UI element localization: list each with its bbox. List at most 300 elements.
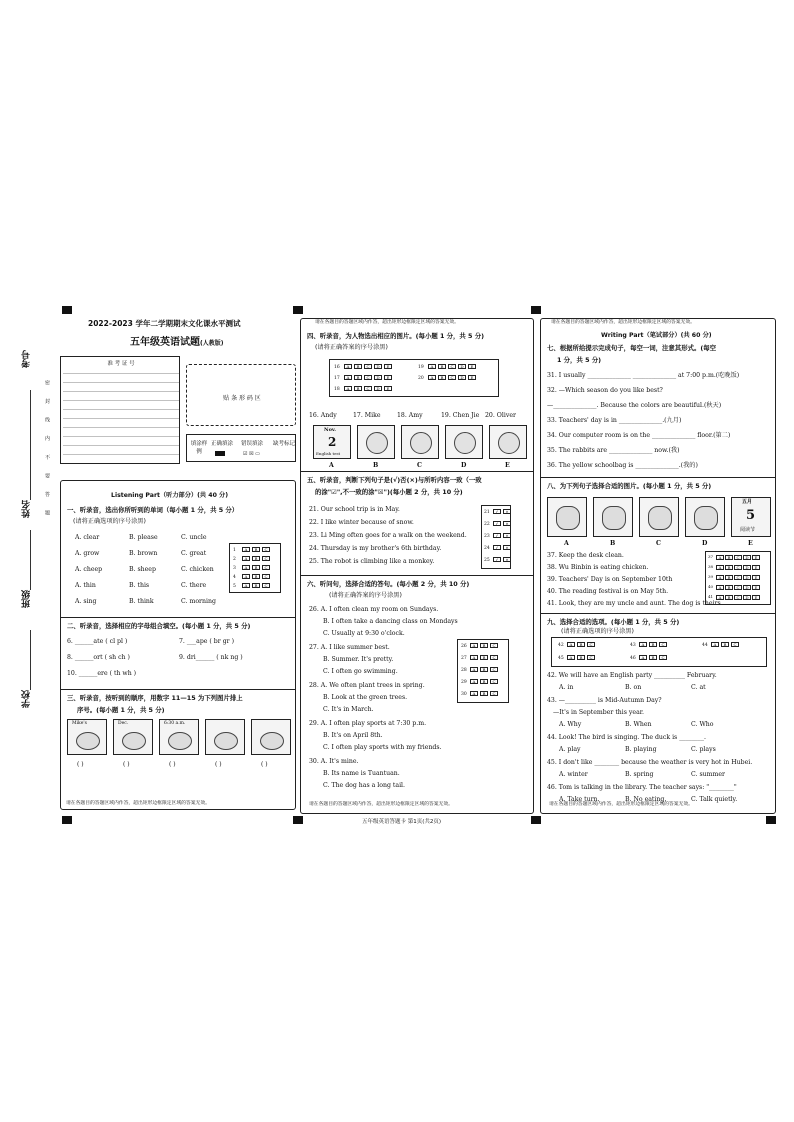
answer-bubble[interactable]: C — [587, 642, 595, 647]
answer-bubble[interactable]: C — [587, 655, 595, 660]
answer-option-c: C. I often go swimming. — [323, 668, 398, 675]
listening-picture — [251, 719, 291, 755]
student-info-strip — [0, 330, 40, 810]
answer-bubble[interactable]: C — [448, 375, 456, 380]
answer-bubble[interactable]: C — [262, 556, 270, 561]
answer-number: 17 — [334, 376, 340, 381]
answer-bubble[interactable]: A — [344, 386, 352, 391]
answer-number: 27 — [461, 656, 467, 661]
picture-drawing — [602, 506, 626, 530]
column-1 — [58, 314, 296, 814]
answer-paren[interactable]: ( ) — [261, 761, 268, 768]
answer-bubble[interactable]: D — [458, 364, 466, 369]
answer-bubble[interactable]: C — [262, 565, 270, 570]
picture-drawing — [556, 506, 580, 530]
person-name: 16. Andy — [309, 412, 337, 419]
mc-option: B. spring — [625, 771, 654, 778]
cross-bubble[interactable]: × — [503, 521, 511, 526]
option-a: A. clear — [75, 534, 100, 541]
blank-item: 8. ______ort ( sh ch ) — [67, 654, 130, 661]
mc-option: B. When — [625, 721, 652, 728]
answer-row — [233, 583, 272, 589]
check-bubble[interactable]: ✓ — [493, 557, 501, 562]
section-7-title-2: 1 分，共 5 分) — [557, 356, 602, 364]
answer-bubble[interactable]: A — [711, 642, 719, 647]
fill-blank-item[interactable]: 35. The rabbits are ______________ now.(我) — [547, 447, 680, 454]
barcode-area: 贴 条 形 码 区 — [186, 364, 296, 426]
registration-mark — [531, 306, 541, 314]
fill-blank-item[interactable]: 31. I usually ______________ ______________ at 7:00 p.m.(吃晚饭) — [547, 372, 740, 379]
answer-bubble[interactable]: A — [344, 364, 352, 369]
cross-bubble[interactable]: × — [503, 557, 511, 562]
answer-bubble[interactable]: D — [743, 565, 751, 570]
answer-option-a: 28. A. We often plant trees in spring. — [309, 682, 425, 689]
answer-bubble[interactable]: B — [577, 655, 585, 660]
answer-grid-1-5[interactable] — [229, 543, 281, 593]
answer-number: 30 — [461, 692, 467, 697]
calendar-event: English test — [316, 451, 341, 456]
answer-grid-16-20[interactable] — [329, 359, 499, 397]
fill-blank-item[interactable]: 33. Teachers' day is in ______________.(九月) — [547, 417, 682, 424]
answer-number: 42 — [558, 643, 564, 648]
answer-grid-37-41[interactable] — [705, 551, 771, 605]
exam-number-grid[interactable]: 准 考 证 号 — [60, 356, 180, 464]
answer-bubble[interactable]: B — [725, 595, 733, 600]
answer-grid-21-25[interactable] — [481, 505, 511, 569]
answer-bubble[interactable]: D — [458, 375, 466, 380]
mc-option: A. in — [559, 684, 574, 691]
answer-row — [461, 679, 500, 685]
person-name: 19. Chen Jie — [441, 412, 480, 419]
answer-bubble[interactable]: B — [480, 643, 488, 648]
answer-option-a: 26. A. I often clean my room on Sundays. — [309, 606, 439, 613]
answer-option-c: C. Usually at 9:30 o'clock. — [323, 630, 405, 637]
judge-item: 22. I like winter because of snow. — [309, 519, 414, 526]
section-2-title: 二、听录音，选择相应的字母组合填空。(每小题 1 分，共 5 分) — [67, 622, 251, 630]
person-picture — [357, 425, 395, 459]
picture-label: D — [702, 540, 708, 547]
answer-option-a: 27. A. I like summer best. — [309, 644, 390, 651]
option-a: A. grow — [75, 550, 100, 557]
section-4-note: (请将正确答案的序号涂黑) — [315, 344, 388, 351]
bottom-banner: 请在各题目的答题区域内作答，超出矩形边框限定区域的答案无效。 — [66, 801, 210, 806]
answer-bubble[interactable]: E — [384, 375, 392, 380]
answer-row — [702, 642, 741, 648]
answer-bubble[interactable]: B — [354, 386, 362, 391]
section-1-note: (请将正确选项的序号涂黑) — [73, 518, 146, 525]
mc-question: 44. Look! The bird is singing. The duck is ________. — [547, 734, 706, 741]
answer-bubble[interactable]: C — [262, 583, 270, 588]
picture-label: E — [748, 540, 753, 547]
sentence-picture — [639, 497, 679, 537]
answer-bubble[interactable]: A — [470, 667, 478, 672]
answer-number: 46 — [630, 656, 636, 661]
blank-item: 7. ___ape ( br gr ) — [179, 638, 234, 645]
answer-row — [708, 594, 761, 600]
answer-bubble[interactable]: A — [242, 547, 250, 552]
answer-row — [233, 556, 272, 562]
answer-bubble[interactable]: A — [242, 565, 250, 570]
answer-row — [484, 521, 513, 527]
section-5-title-2: 的涂"☑",不一致的涂"☒")(每小题 2 分，共 10 分) — [315, 488, 463, 496]
answer-bubble[interactable]: E — [752, 585, 760, 590]
seal-line-text: 密 封 线 内 不 要 答 题 — [44, 380, 50, 522]
answer-row — [461, 691, 500, 697]
cross-bubble[interactable]: × — [503, 509, 511, 514]
answer-row — [484, 509, 513, 515]
answer-number: 29 — [461, 680, 467, 685]
answer-bubble[interactable]: B — [480, 679, 488, 684]
mc-option: B. playing — [625, 746, 657, 753]
answer-number: 26 — [461, 644, 467, 649]
answer-number: 25 — [484, 558, 490, 563]
answer-bubble[interactable]: D — [374, 386, 382, 391]
answer-bubble[interactable]: C — [262, 547, 270, 552]
answer-bubble[interactable]: A — [242, 583, 250, 588]
answer-option-b: B. Look at the green trees. — [323, 694, 408, 701]
answer-bubble[interactable]: C — [490, 679, 498, 684]
answer-bubble[interactable]: A — [344, 375, 352, 380]
answer-number: 40 — [708, 584, 714, 589]
answer-bubble[interactable]: B — [480, 691, 488, 696]
answer-bubble[interactable]: E — [752, 575, 760, 580]
mc-option: A. winter — [559, 771, 588, 778]
answer-grid-42-46[interactable] — [551, 637, 767, 667]
judge-item: 21. Our school trip is in May. — [309, 506, 400, 513]
calendar-day: 2 — [328, 435, 337, 449]
answer-bubble[interactable]: B — [438, 375, 446, 380]
answer-bubble[interactable]: C — [659, 655, 667, 660]
answer-bubble[interactable]: A — [428, 375, 436, 380]
answer-bubble[interactable]: E — [468, 364, 476, 369]
answer-bubble[interactable]: A — [470, 655, 478, 660]
option-b: B. sheep — [129, 566, 156, 573]
blank-item: 6. ______ate ( cl pl ) — [67, 638, 128, 645]
answer-paren[interactable]: ( ) — [169, 761, 176, 768]
option-c: C. uncle — [181, 534, 207, 541]
page-footer: 五年级英语答题卡 第1页(共2页) — [362, 819, 442, 825]
picture-label: B — [373, 462, 379, 469]
answer-bubble[interactable]: A — [242, 556, 250, 561]
section-3-title-2: 序号。(每小题 1 分，共 5 分) — [77, 706, 165, 714]
answer-row — [708, 584, 761, 590]
answer-bubble[interactable]: C — [490, 691, 498, 696]
listening-section — [60, 480, 296, 810]
picture-drawing — [366, 432, 388, 454]
calendar-event: 阅读节 — [740, 527, 756, 533]
answer-option-c: C. It's in March. — [323, 706, 374, 713]
fill-blank-item[interactable]: 34. Our computer room is on the ______________ floor.(第二) — [547, 432, 731, 439]
banji-label: 班级 — [22, 590, 32, 608]
picture-label: C — [417, 462, 422, 469]
answer-bubble[interactable]: B — [480, 667, 488, 672]
answer-number: 43 — [630, 643, 636, 648]
answer-row — [334, 364, 394, 370]
answer-bubble[interactable]: D — [374, 364, 382, 369]
fill-blank-item[interactable]: —______________. Because the colors are beautiful.(秋天) — [547, 402, 722, 409]
answer-bubble[interactable]: A — [470, 691, 478, 696]
calendar-month: 五月 — [742, 499, 753, 505]
answer-bubble[interactable]: E — [384, 386, 392, 391]
answer-bubble[interactable]: C — [734, 575, 742, 580]
answer-bubble[interactable]: E — [468, 375, 476, 380]
answer-option-b: B. It's on April 8th. — [323, 732, 383, 739]
answer-bubble[interactable]: C — [734, 555, 742, 560]
calendar-day: 5 — [746, 508, 756, 523]
kaohao-label: 考号 — [22, 350, 32, 368]
registration-mark — [531, 816, 541, 824]
cross-bubble[interactable]: × — [503, 533, 511, 538]
picture-caption: Dec. — [118, 721, 129, 726]
answer-bubble[interactable]: D — [743, 595, 751, 600]
listening-picture — [67, 719, 107, 755]
answer-bubble[interactable]: B — [649, 655, 657, 660]
check-bubble[interactable]: ✓ — [493, 509, 501, 514]
answer-bubble[interactable]: E — [752, 595, 760, 600]
answer-bubble[interactable]: B — [354, 375, 362, 380]
answer-row — [461, 655, 500, 661]
option-b: B. brown — [129, 550, 158, 557]
check-bubble[interactable]: ✓ — [493, 521, 501, 526]
option-b: B. please — [129, 534, 158, 541]
answer-bubble[interactable]: B — [252, 556, 260, 561]
registration-mark — [766, 816, 776, 824]
sentence-item: 38. Wu Binbin is eating chicken. — [547, 564, 649, 571]
mc-question: 42. We will have an English party __________ February. — [547, 672, 717, 679]
answer-bubble[interactable]: A — [242, 574, 250, 579]
judge-item: 23. Li Ming often goes for a walk on the weekend. — [309, 532, 467, 539]
answer-number: 44 — [702, 643, 708, 648]
answer-bubble[interactable]: B — [354, 364, 362, 369]
picture-label: E — [505, 462, 510, 469]
answer-bubble[interactable]: E — [752, 555, 760, 560]
section-4-title: 四、听录音，为人物选出相应的图片。(每小题 1 分，共 5 分) — [307, 332, 485, 340]
answer-bubble[interactable]: A — [567, 642, 575, 647]
answer-bubble[interactable]: B — [649, 642, 657, 647]
answer-row — [558, 655, 597, 661]
answer-bubble[interactable]: C — [734, 565, 742, 570]
answer-paren[interactable]: ( ) — [215, 761, 222, 768]
picture-drawing — [122, 732, 146, 750]
listening-picture — [205, 719, 245, 755]
sentence-item: 40. The reading festival is on May 5th. — [547, 588, 669, 595]
option-c: C. chicken — [181, 566, 214, 573]
picture-drawing — [168, 732, 192, 750]
option-c: C. there — [181, 582, 207, 589]
check-bubble[interactable]: ✓ — [493, 545, 501, 550]
answer-bubble[interactable]: D — [743, 585, 751, 590]
xingming-label: 姓名 — [22, 500, 32, 518]
answer-bubble[interactable]: C — [659, 642, 667, 647]
answer-bubble[interactable]: D — [743, 575, 751, 580]
answer-row — [233, 565, 272, 571]
answer-bubble[interactable]: B — [480, 655, 488, 660]
sentence-picture — [547, 497, 587, 537]
column-2: 请在各题目的答题区域内作答，超出矩形边框限定区域的答案无效。 四、听录音，为人物选出相应的图片。(每小题 1 分，共 5 分) (请将正确答案的序号涂黑) 16 A B C D E 17 A B C D E 18 A B C D E 19 A B C D E 20 A B C D E 16. Andy 17. Mike 18. Amy 19. Chen Jie 20. Oliver Nov. 2 English test A B C D E 五、听录音，判断下列句子是(√)否(×)与所听内容一致（一致 的涂"☑",不一致的涂"☒")(每小题 2 分，共 10 分) 21. Our school trip is in May. 22. I like winter because of snow. 23. Li Ming often goes for a walk on the weekend. 24. Thursday is my brother's 6th birthday. 25. The robot is climbing like a monkey. 21 ✓ × 22 ✓ × 23 ✓ × 24 ✓ × 25 ✓ × 六、听问句，选择合适的答句。(每小题 2 分，共 10 分) (请将正确答案的序号涂黑) 26. A. I often clean my room on Sundays. B. I often take a dancing class on Mondays C. Usually at 9:30 o'clock. 27. A. I like summer best. B. Summer. It's pretty. C. I often go swimming. 28. A. We often plant trees in spring. B. Look at the green trees. C. It's in March. 29. A. I often play sports at 7:30 p.m. B. It's on April 8th. C. I often play sports with my friends. 30. A. It's mine. B. Its name is Tuantuan. C. The dog has a long tail. 26 A B C 27 A B C 28 A B C 29 A B C 30 A B C 请在各题目的答题区域内作答，超出矩形边框限定区域的答案无效。 — [300, 318, 534, 814]
mc-question: 46. Tom is talking in the library. The teacher says: "________" — [547, 784, 737, 791]
answer-bubble[interactable]: E — [752, 565, 760, 570]
answer-number: 16 — [334, 365, 340, 370]
picture-label: B — [610, 540, 616, 547]
answer-bubble[interactable]: C — [364, 386, 372, 391]
answer-option-b: B. Summer. It's pretty. — [323, 656, 394, 663]
answer-bubble[interactable]: B — [438, 364, 446, 369]
answer-option-b: B. I often take a dancing class on Mondays — [323, 618, 458, 625]
answer-bubble[interactable]: C — [734, 585, 742, 590]
mc-option: C. summer — [691, 771, 725, 778]
writing-title: Writing Part（笔试部分）(共 60 分) — [601, 332, 712, 339]
answer-bubble[interactable]: B — [725, 565, 733, 570]
answer-bubble[interactable]: C — [490, 667, 498, 672]
answer-option-b: B. Its name is Tuantuan. — [323, 770, 400, 777]
answer-bubble[interactable]: A — [639, 655, 647, 660]
cross-bubble[interactable]: × — [503, 545, 511, 550]
answer-number: 24 — [484, 546, 490, 551]
mc-option: B. No eating. — [625, 796, 667, 803]
picture-caption: 6:30 a.m. — [164, 721, 186, 726]
answer-bubble[interactable]: C — [364, 364, 372, 369]
mc-option: A. play — [559, 746, 581, 753]
answer-number: 45 — [558, 656, 564, 661]
answer-paren[interactable]: ( ) — [123, 761, 130, 768]
answer-row — [334, 375, 394, 381]
answer-bubble[interactable]: E — [384, 364, 392, 369]
answer-bubble[interactable]: C — [262, 574, 270, 579]
section-6-note: (请将正确答案的序号涂黑) — [329, 592, 402, 599]
option-a: A. cheep — [75, 566, 103, 573]
option-a: A. sing — [75, 598, 97, 605]
fill-example: 填涂样例 正确填涂 错误填涂 ☑ ☒ ▭ 缺考标记 — [186, 434, 296, 462]
listening-picture — [113, 719, 153, 755]
answer-bubble[interactable]: A — [716, 585, 724, 590]
calendar-month: Nov. — [324, 427, 337, 433]
answer-number: 28 — [461, 668, 467, 673]
answer-bubble[interactable]: D — [374, 375, 382, 380]
registration-mark — [293, 816, 303, 824]
answer-bubble[interactable]: B — [252, 547, 260, 552]
option-c: C. great — [181, 550, 207, 557]
answer-bubble[interactable]: A — [716, 565, 724, 570]
answer-bubble[interactable]: D — [743, 555, 751, 560]
picture-label: D — [461, 462, 467, 469]
answer-number: 22 — [484, 522, 490, 527]
picture-label: C — [656, 540, 661, 547]
answer-number: 37 — [708, 554, 714, 559]
blank-item: 9. dri______ ( nk ng ) — [179, 654, 243, 661]
person-name: 20. Oliver — [485, 412, 516, 419]
registration-mark — [62, 816, 72, 824]
option-a: A. thin — [75, 582, 96, 589]
answer-row — [233, 547, 272, 553]
answer-row — [558, 642, 597, 648]
answer-option-c: C. I often play sports with my friends. — [323, 744, 442, 751]
picture-label: A — [564, 540, 569, 547]
answer-row — [484, 533, 513, 539]
answer-option-c: C. The dog has a long tail. — [323, 782, 405, 789]
answer-bubble[interactable]: B — [252, 583, 260, 588]
picture-drawing — [498, 432, 520, 454]
answer-row — [461, 667, 500, 673]
section-1-title: 一、听录音，选出你所听到的单词（每小题 1 分，共 5 分） — [67, 506, 239, 514]
answer-number: 18 — [334, 387, 340, 392]
person-picture — [313, 425, 351, 459]
sentence-item: 39. Teachers' Day is on September 10th — [547, 576, 673, 583]
mc-option: A. Why — [559, 721, 582, 728]
answer-bubble[interactable]: B — [725, 585, 733, 590]
answer-bubble[interactable]: A — [716, 555, 724, 560]
section-9-title: 九、选择合适的选项。(每小题 1 分，共 5 分) — [547, 618, 680, 626]
mc-question: 45. I don't like ________ because the weather is very hot in Hubei. — [547, 759, 753, 766]
answer-grid-26-30[interactable] — [457, 639, 509, 703]
answer-bubble[interactable]: B — [725, 575, 733, 580]
judge-item: 25. The robot is climbing like a monkey. — [309, 558, 435, 565]
fill-blank-item[interactable]: 36. The yellow schoolbag is ______________.(我的) — [547, 462, 698, 469]
answer-bubble[interactable]: B — [725, 555, 733, 560]
answer-row — [630, 642, 669, 648]
answer-row — [484, 557, 513, 563]
mc-option: C. plays — [691, 746, 716, 753]
answer-bubble[interactable]: B — [721, 642, 729, 647]
answer-number: 41 — [708, 594, 714, 599]
answer-bubble[interactable]: C — [448, 364, 456, 369]
registration-mark — [293, 306, 303, 314]
mc-option: C. Who — [691, 721, 714, 728]
answer-row — [418, 364, 478, 370]
answer-bubble[interactable]: C — [734, 595, 742, 600]
answer-number: 1 — [233, 548, 236, 553]
answer-bubble[interactable]: B — [252, 574, 260, 579]
answer-number: 21 — [484, 510, 490, 515]
answer-bubble[interactable]: A — [470, 679, 478, 684]
answer-row — [708, 574, 761, 580]
answer-bubble[interactable]: A — [567, 655, 575, 660]
answer-bubble[interactable]: A — [716, 575, 724, 580]
picture-drawing — [410, 432, 432, 454]
picture-label: A — [329, 462, 334, 469]
person-picture — [489, 425, 527, 459]
answer-row — [334, 386, 394, 392]
answer-bubble[interactable]: A — [639, 642, 647, 647]
answer-number: 20 — [418, 376, 424, 381]
sentence-picture — [731, 497, 771, 537]
person-name: 17. Mike — [353, 412, 381, 419]
check-bubble[interactable]: ✓ — [493, 533, 501, 538]
exam-title: 2022-2023 学年二学期期末文化课水平测试 — [88, 319, 241, 328]
answer-bubble[interactable]: C — [490, 643, 498, 648]
section-9-note: (请将正确选项的序号涂黑) — [561, 628, 634, 635]
answer-bubble[interactable]: B — [577, 642, 585, 647]
sentence-item: 37. Keep the desk clean. — [547, 552, 624, 559]
answer-bubble[interactable]: B — [252, 565, 260, 570]
fill-blank-item[interactable]: 32. —Which season do you like best? — [547, 387, 663, 394]
answer-row — [630, 655, 669, 661]
blank-item: 10. ______ere ( th wh ) — [67, 670, 137, 677]
answer-bubble[interactable]: A — [716, 595, 724, 600]
answer-bubble[interactable]: C — [490, 655, 498, 660]
mc-option: B. on — [625, 684, 642, 691]
answer-bubble[interactable]: C — [731, 642, 739, 647]
xuexiao-label: 学校 — [22, 690, 32, 708]
mc-question: 43. —__________ is Mid-Autumn Day? — [547, 697, 662, 704]
answer-row — [708, 564, 761, 570]
answer-bubble[interactable]: C — [364, 375, 372, 380]
answer-row — [484, 545, 513, 551]
person-picture — [401, 425, 439, 459]
answer-paren[interactable]: ( ) — [77, 761, 84, 768]
answer-bubble[interactable]: A — [470, 643, 478, 648]
answer-bubble[interactable]: A — [428, 364, 436, 369]
section-6-title: 六、听问句，选择合适的答句。(每小题 2 分，共 10 分) — [307, 580, 470, 588]
